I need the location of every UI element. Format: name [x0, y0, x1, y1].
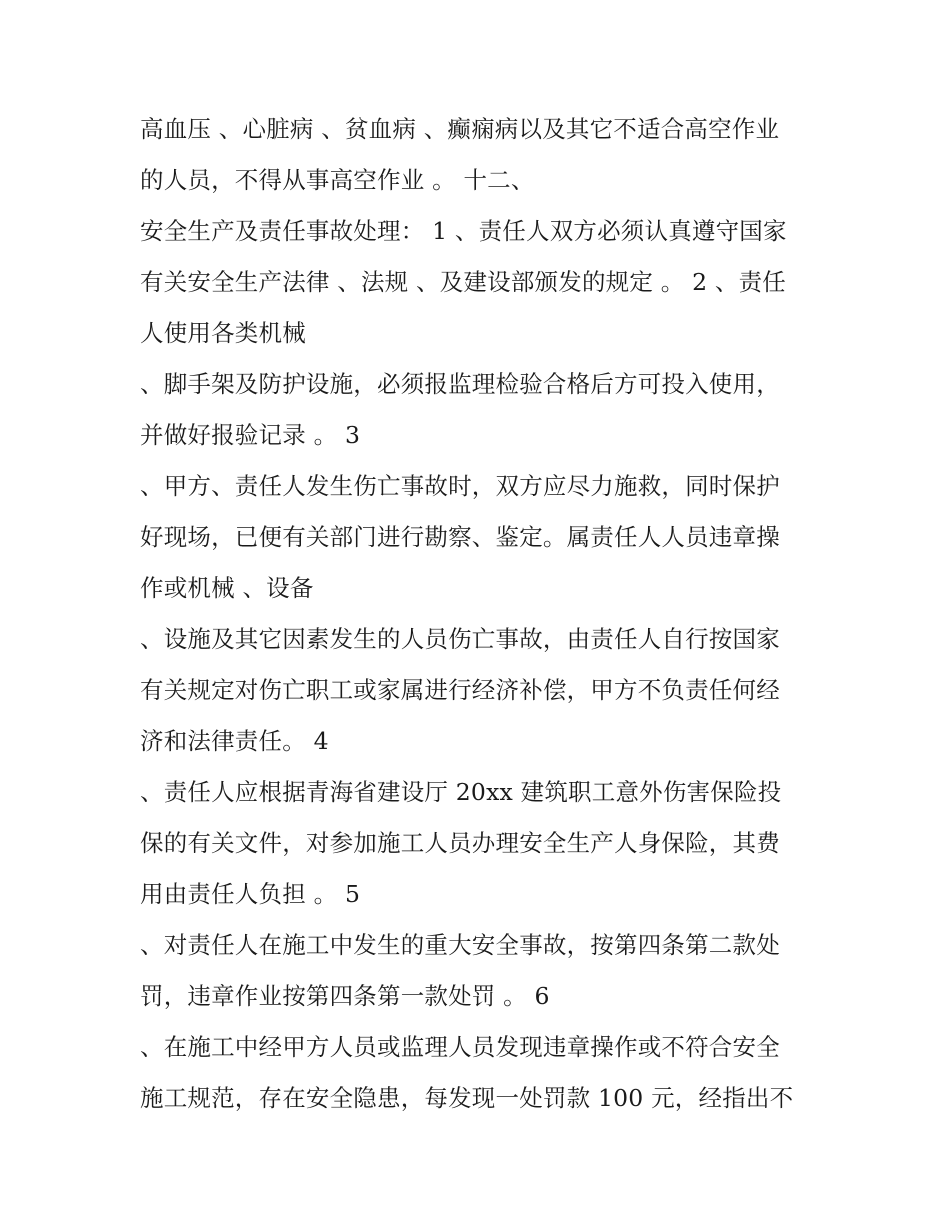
text-line-19: 、在施工中经甲方人员或监理人员发现违章操作或不符合安全: [140, 1033, 780, 1061]
body-text: [140, 104, 840, 1124]
text-line-14: 、责任人应根据青海省建设厅 20xx 建筑职工意外伤害保险投: [140, 778, 782, 806]
text-line-2: 的人员，不得从事高空作业 。 十二、: [140, 166, 535, 194]
text-line-3: 安全生产及责任事故处理： 1 、责任人双方必须认真遵守国家: [140, 217, 787, 245]
text-line-13: 济和法律责任。 4: [140, 727, 329, 755]
text-line-18: 罚，违章作业按第四条第一款处罚 。 6: [140, 982, 550, 1010]
text-line-15: 保的有关文件，对参加施工人员办理安全生产人身保险，其费: [140, 829, 780, 857]
text-line-20: 施工规范，存在安全隐患，每发现一处罚款 100 元，经指出不: [140, 1084, 794, 1112]
text-line-4: 有关安全生产法律 、法规 、及建设部颁发的规定 。 2 、责任: [140, 268, 787, 296]
text-line-11: 、设施及其它因素发生的人员伤亡事故，由责任人自行按国家: [140, 625, 780, 653]
text-line-6: 、脚手架及防护设施，必须报监理检验合格后方可投入使用，: [140, 370, 780, 398]
text-line-1: 高血压 、心脏病 、贫血病 、癫痫病以及其它不适合高空作业: [140, 115, 780, 143]
text-line-8: 、甲方、责任人发生伤亡事故时，双方应尽力施救，同时保护: [140, 472, 780, 500]
text-line-12: 有关规定对伤亡职工或家属进行经济补偿，甲方不负责任何经: [140, 676, 780, 704]
text-line-10: 作或机械 、设备: [140, 574, 314, 602]
text-line-5: 人使用各类机械: [140, 319, 306, 347]
text-line-16: 用由责任人负担 。 5: [140, 880, 361, 908]
text-line-7: 并做好报验记录 。 3: [140, 421, 361, 449]
text-line-17: 、对责任人在施工中发生的重大安全事故，按第四条第二款处: [140, 931, 780, 959]
text-line-9: 好现场，已便有关部门进行勘察、鉴定。属责任人人员违章操: [140, 523, 780, 551]
